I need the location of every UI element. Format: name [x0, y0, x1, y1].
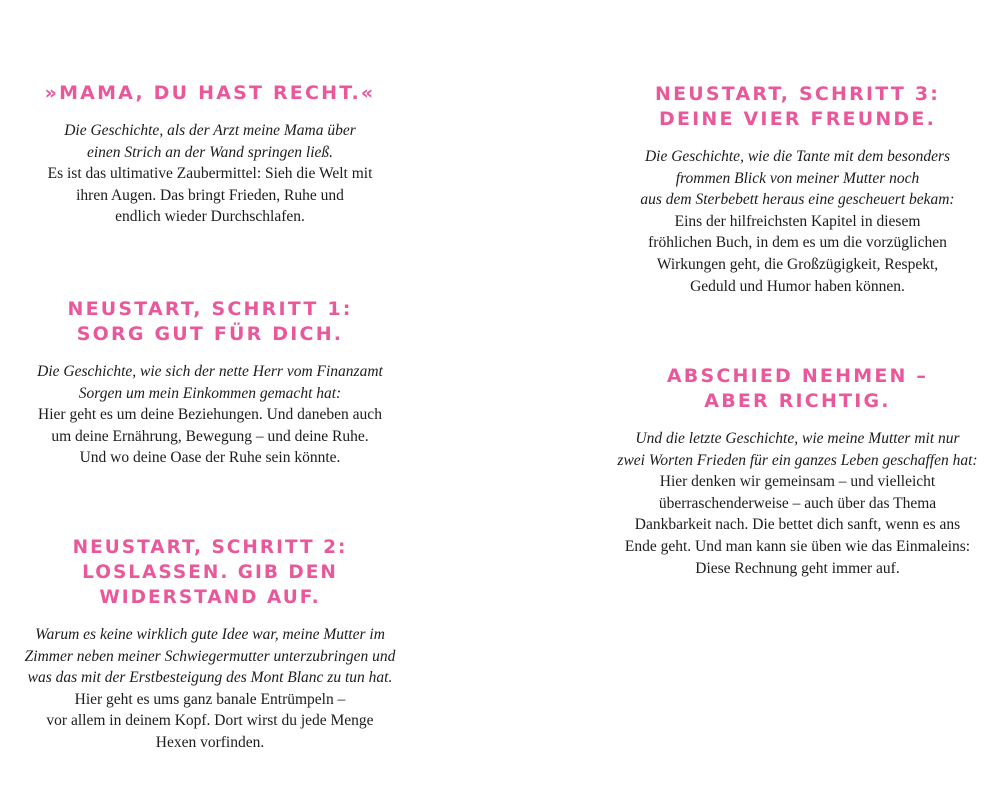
text-line: Eins der hilfreichsten Kapitel in diesem: [674, 212, 921, 230]
text-line: Wirkungen geht, die Großzügigkeit, Respekt,: [656, 255, 939, 273]
text-line: Es ist das ultimative Zaubermittel: Sieh die Welt mit: [47, 165, 373, 183]
section-body: [10, 120, 410, 228]
text-line: um deine Ernährung, Bewegung – und deine Ruhe.: [51, 427, 369, 445]
heading-line: DEINE VIER FREUNDE.: [659, 108, 936, 130]
section-mama-du-hast-recht: [10, 81, 410, 228]
section-heading: [595, 364, 1000, 414]
text-line: Und wo deine Oase der Ruhe sein könnte.: [79, 449, 341, 467]
italic-line: zwei Worten Frieden für ein ganzes Leben geschaffen hat:: [617, 451, 978, 469]
text-line: endlich wieder Durchschlafen.: [115, 208, 305, 226]
section-heading: [0, 535, 420, 610]
italic-line: Die Geschichte, als der Arzt meine Mama über: [64, 122, 356, 139]
heading-line: ABSCHIED NEHMEN –: [666, 365, 929, 387]
text-line: vor allem in deinem Kopf. Dort wirst du jede Menge: [46, 712, 374, 730]
italic-line: Warum es keine wirklich gute Idee war, meine Mutter im: [35, 626, 385, 643]
heading-line: SORG GUT FÜR DICH.: [76, 323, 344, 345]
text-line: Hier denken wir gemeinsam – und vielleicht: [659, 473, 936, 491]
section-heading: [595, 82, 1000, 132]
text-line: Hier geht es um deine Beziehungen. Und daneben auch: [38, 406, 382, 424]
text-line: ihren Augen. Das bringt Frieden, Ruhe und: [76, 186, 344, 204]
section-body: [595, 146, 1000, 297]
italic-line: Die Geschichte, wie sich der nette Herr vom Finanzamt: [37, 363, 383, 380]
italic-line: Und die letzte Geschichte, wie meine Mutter mit nur: [635, 430, 960, 447]
section-body: [0, 624, 420, 754]
text-line: fröhlichen Buch, in dem es um die vorzüglichen: [648, 234, 947, 252]
italic-line: einen Strich an der Wand springen ließ.: [86, 143, 334, 161]
heading-line: NEUSTART, SCHRITT 1:: [67, 298, 353, 320]
section-heading: [10, 297, 410, 347]
text-line: Ende geht. Und man kann sie üben wie das Einmaleins:: [624, 537, 971, 555]
section-neustart-schritt-2: [0, 535, 420, 754]
heading-line: LOSLASSEN. GIB DEN WIDERSTAND AUF.: [82, 562, 338, 608]
section-abschied-nehmen: [595, 364, 1000, 579]
section-neustart-schritt-3: [595, 82, 1000, 297]
section-body: [595, 428, 1000, 579]
heading-line: »MAMA, DU HAST RECHT.«: [44, 82, 376, 104]
heading-line: ABER RICHTIG.: [704, 390, 891, 412]
section-neustart-schritt-1: [10, 297, 410, 469]
section-body: [10, 361, 410, 469]
italic-line: aus dem Sterbebett heraus eine gescheuert bekam:: [640, 191, 955, 209]
text-line: Dankbarkeit nach. Die bettet dich sanft, wenn es ans: [634, 516, 961, 534]
section-heading: [10, 81, 410, 106]
text-line: Geduld und Humor haben können.: [690, 277, 905, 295]
italic-line: Die Geschichte, wie die Tante mit dem besonders: [644, 148, 951, 165]
text-line: überraschenderweise – auch über das Thema: [658, 494, 937, 512]
text-line: Hexen vorfinden.: [155, 733, 265, 751]
text-line: Hier geht es ums ganz banale Entrümpeln –: [74, 690, 346, 708]
heading-line: NEUSTART, SCHRITT 3:: [654, 83, 941, 105]
heading-line: NEUSTART, SCHRITT 2:: [72, 537, 348, 558]
text-line: Diese Rechnung geht immer auf.: [695, 559, 900, 577]
italic-line: Sorgen um mein Einkommen gemacht hat:: [78, 384, 342, 402]
italic-line: was das mit der Erstbesteigung des Mont Blanc zu tun hat.: [27, 669, 393, 687]
italic-line: frommen Blick von meiner Mutter noch: [675, 169, 920, 187]
italic-line: Zimmer neben meiner Schwiegermutter unterzubringen und: [24, 647, 396, 665]
